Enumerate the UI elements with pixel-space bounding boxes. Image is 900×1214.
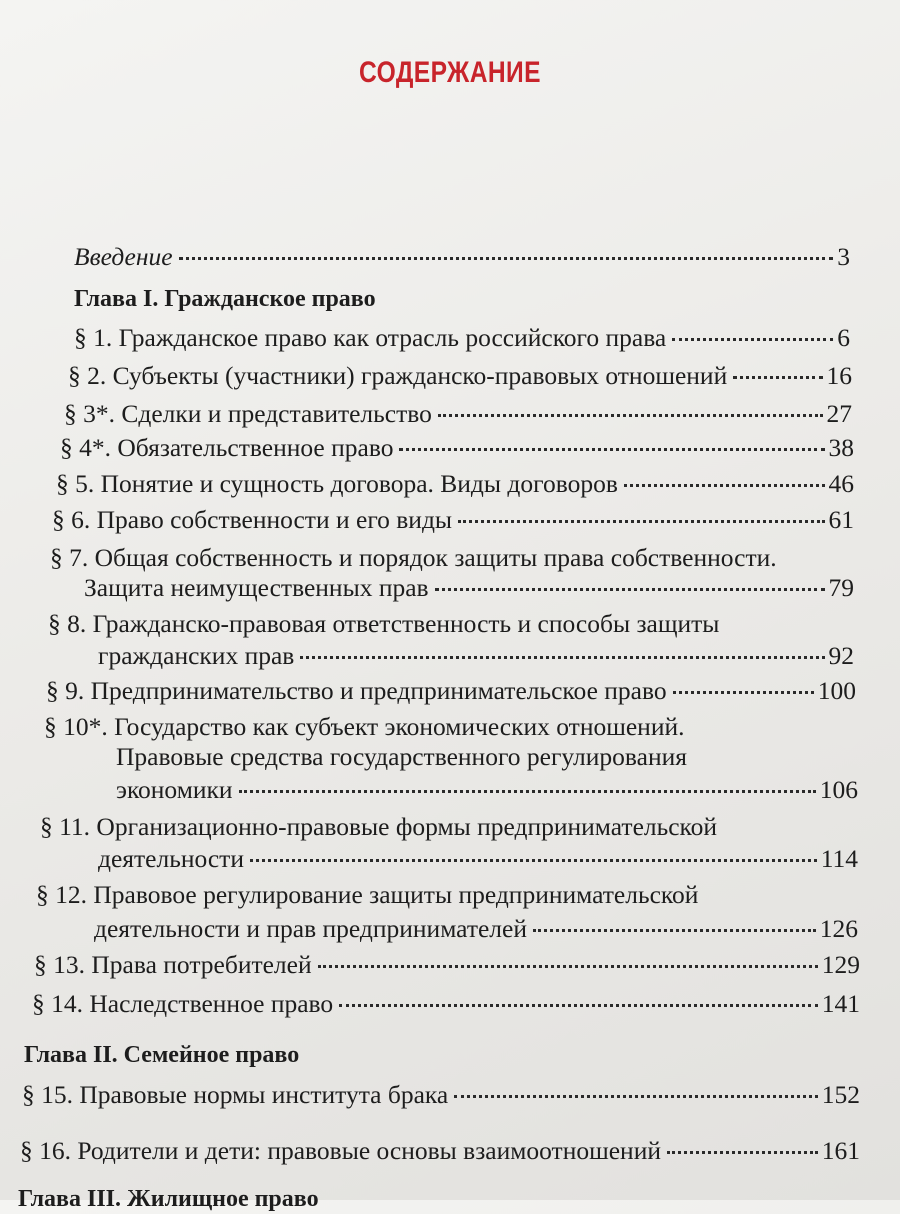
dot-leader (533, 929, 816, 932)
entry-title: § 3*. Сделки и представительство (64, 399, 432, 428)
dot-leader (458, 520, 824, 523)
entry-title: § 5. Понятие и сущность договора. Виды договоров (56, 469, 618, 498)
page-title: СОДЕРЖАНИЕ (359, 56, 541, 89)
entry-page: 114 (820, 844, 858, 873)
entry-page: 92 (828, 641, 854, 670)
dot-leader (399, 448, 824, 451)
chapter-heading-3[interactable]: Глава III. Жилищное право (18, 1186, 319, 1212)
toc-entry-s7[interactable] (84, 573, 854, 603)
dot-leader (438, 414, 823, 417)
entry-page: 27 (826, 399, 852, 428)
dot-leader (250, 859, 817, 862)
toc-entry-s4[interactable] (60, 433, 854, 463)
entry-title: § 2. Субъекты (участники) гражданско-правовых отношений (68, 361, 728, 390)
entry-page: 38 (828, 433, 854, 462)
entry-title: § 16. Родители и дети: правовые основы взаимоотношений (20, 1136, 661, 1165)
toc-entry-s10-line1[interactable]: § 10*. Государство как субъект экономических отношений. (44, 712, 685, 741)
entry-page: 79 (828, 573, 854, 602)
entry-page: 129 (821, 950, 860, 979)
toc-entry-s2[interactable] (68, 361, 852, 391)
entry-title: экономики (116, 775, 233, 804)
entry-title: § 1. Гражданское право как отрасль российского права (74, 323, 667, 352)
dot-leader (239, 790, 816, 793)
entry-title: § 6. Право собственности и его виды (52, 505, 453, 534)
entry-title: § 4*. Обязательственное право (60, 433, 394, 462)
toc-entry-s5[interactable] (56, 469, 854, 499)
toc-entry-s10-line2[interactable]: Правовые средства государственного регулирования (116, 742, 687, 771)
dot-leader (454, 1095, 818, 1098)
chapter-heading-1[interactable]: Глава I. Гражданское право (74, 286, 376, 312)
toc-entry-s13[interactable] (34, 950, 860, 980)
entry-title: Введение (74, 242, 173, 271)
toc-entry-s10[interactable] (116, 775, 858, 805)
entry-page: 100 (817, 676, 856, 705)
toc-entry-s14[interactable] (32, 989, 860, 1019)
dot-leader (435, 588, 825, 591)
entry-page: 161 (821, 1136, 860, 1165)
dot-leader (733, 376, 822, 379)
entry-title: § 13. Права потребителей (34, 950, 312, 979)
toc-entry-s8-line1[interactable]: § 8. Гражданско-правовая ответственность и способы защиты (48, 609, 720, 638)
entry-page: 16 (826, 361, 852, 390)
entry-page: 6 (837, 323, 850, 352)
entry-page: 46 (828, 469, 854, 498)
entry-title: деятельности и прав предпринимателей (94, 914, 527, 943)
toc-entry-s1[interactable] (74, 323, 850, 353)
entry-title: деятельности (98, 844, 244, 873)
dot-leader (667, 1151, 818, 1154)
entry-page: 152 (821, 1080, 860, 1109)
dot-leader (300, 656, 824, 659)
dot-leader (672, 338, 833, 341)
toc-entry-s6[interactable] (52, 505, 854, 535)
toc-entry-s12[interactable] (94, 914, 858, 944)
entry-title: § 9. Предпринимательство и предпринимательское право (46, 676, 667, 705)
entry-page: 126 (819, 914, 858, 943)
toc-entry-s11-line1[interactable]: § 11. Организационно-правовые формы предпринимательской (40, 812, 718, 841)
entry-page: 106 (819, 775, 858, 804)
dot-leader (318, 965, 818, 968)
dot-leader (624, 484, 825, 487)
entry-title: Защита неимущественных прав (84, 573, 429, 602)
dot-leader (673, 691, 814, 694)
toc-entry-s3[interactable] (64, 399, 852, 429)
entry-title: § 14. Наследственное право (32, 989, 334, 1018)
toc-entry-s8[interactable] (98, 641, 854, 671)
toc-entry-s12-line1[interactable]: § 12. Правовое регулирование защиты предпринимательской (36, 880, 699, 909)
chapter-heading-2[interactable]: Глава II. Семейное право (24, 1042, 300, 1068)
entry-page: 141 (821, 989, 860, 1018)
toc-entry-s9[interactable] (46, 676, 856, 706)
toc-entry-s11[interactable] (98, 844, 858, 874)
entry-title: § 15. Правовые нормы института брака (22, 1080, 449, 1109)
dot-leader (179, 257, 834, 260)
toc-entry-s15[interactable] (22, 1080, 860, 1110)
toc-entry-s7-line1[interactable]: § 7. Общая собственность и порядок защиты права собственности. (50, 543, 777, 572)
entry-page: 3 (837, 242, 850, 271)
dot-leader (339, 1004, 818, 1007)
entry-title: гражданских прав (98, 641, 295, 670)
entry-page: 61 (828, 505, 854, 534)
toc-entry-intro[interactable] (74, 242, 850, 272)
toc-entry-s16[interactable] (20, 1136, 860, 1166)
